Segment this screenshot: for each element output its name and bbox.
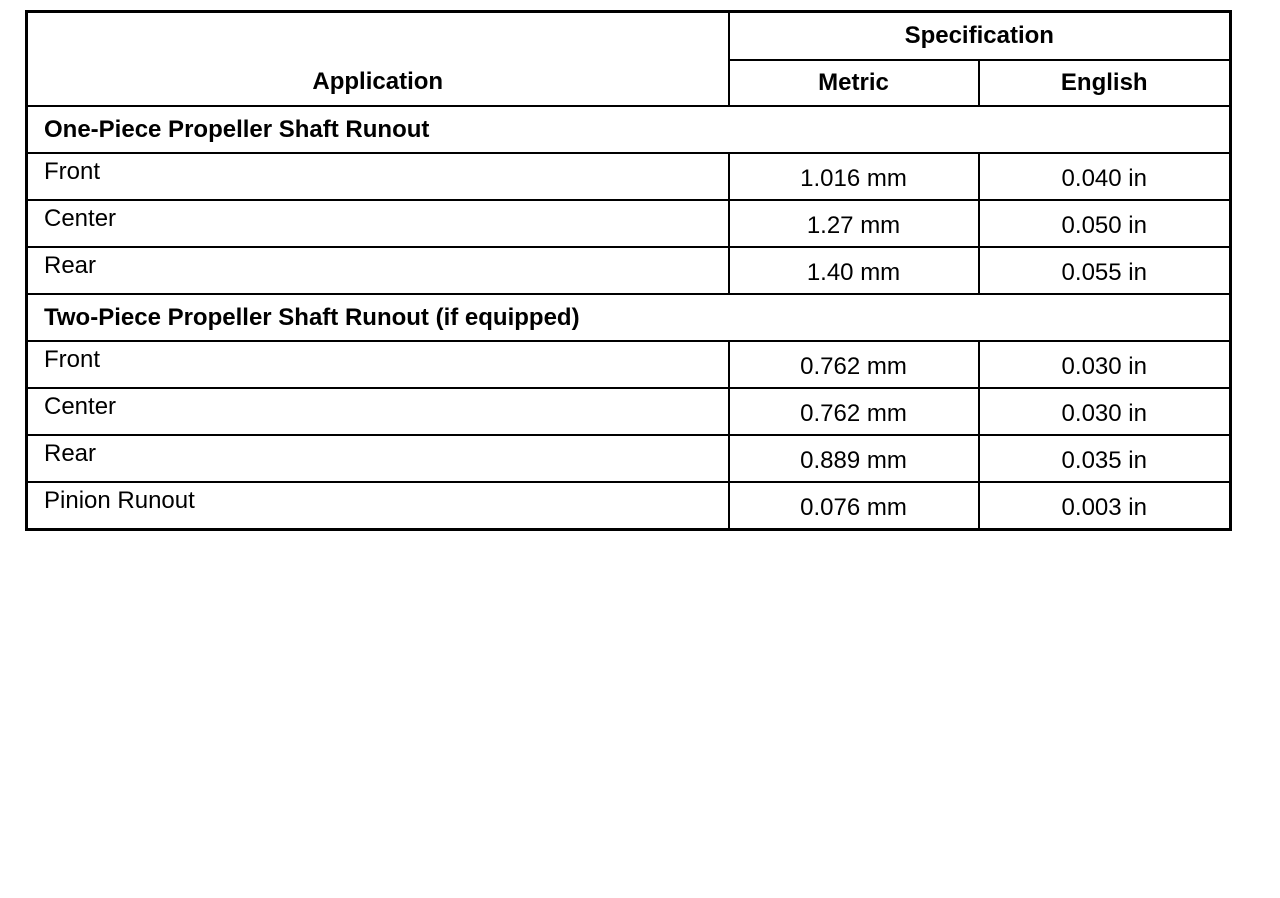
section-row <box>27 294 1231 341</box>
runout-spec-table <box>25 10 1232 531</box>
table-row <box>27 153 1231 200</box>
english-cell: 0.055 in <box>979 247 1231 294</box>
metric-cell: 0.076 mm <box>729 482 979 530</box>
english-cell: 0.003 in <box>979 482 1231 530</box>
english-cell: 0.050 in <box>979 200 1231 247</box>
metric-cell: 0.762 mm <box>729 388 979 435</box>
header-row-top <box>27 12 1231 61</box>
application-cell: Rear <box>27 435 729 482</box>
application-header: Application <box>27 12 729 107</box>
section-title: One-Piece Propeller Shaft Runout <box>27 106 1231 153</box>
metric-cell: 1.016 mm <box>729 153 979 200</box>
table-row <box>27 482 1231 530</box>
application-cell: Rear <box>27 247 729 294</box>
table-row <box>27 200 1231 247</box>
application-cell: Front <box>27 153 729 200</box>
application-cell: Center <box>27 388 729 435</box>
application-cell: Front <box>27 341 729 388</box>
section-title: Two-Piece Propeller Shaft Runout (if equipped) <box>27 294 1231 341</box>
table-row <box>27 247 1231 294</box>
application-cell: Center <box>27 200 729 247</box>
english-cell: 0.030 in <box>979 388 1231 435</box>
table-row <box>27 388 1231 435</box>
english-cell: 0.035 in <box>979 435 1231 482</box>
english-header: English <box>979 60 1231 106</box>
metric-cell: 0.889 mm <box>729 435 979 482</box>
section-row <box>27 106 1231 153</box>
metric-cell: 1.40 mm <box>729 247 979 294</box>
metric-cell: 1.27 mm <box>729 200 979 247</box>
english-cell: 0.040 in <box>979 153 1231 200</box>
table-row <box>27 341 1231 388</box>
table-row <box>27 435 1231 482</box>
metric-header: Metric <box>729 60 979 106</box>
specification-header: Specification <box>729 12 1231 61</box>
metric-cell: 0.762 mm <box>729 341 979 388</box>
application-cell: Pinion Runout <box>27 482 729 530</box>
english-cell: 0.030 in <box>979 341 1231 388</box>
